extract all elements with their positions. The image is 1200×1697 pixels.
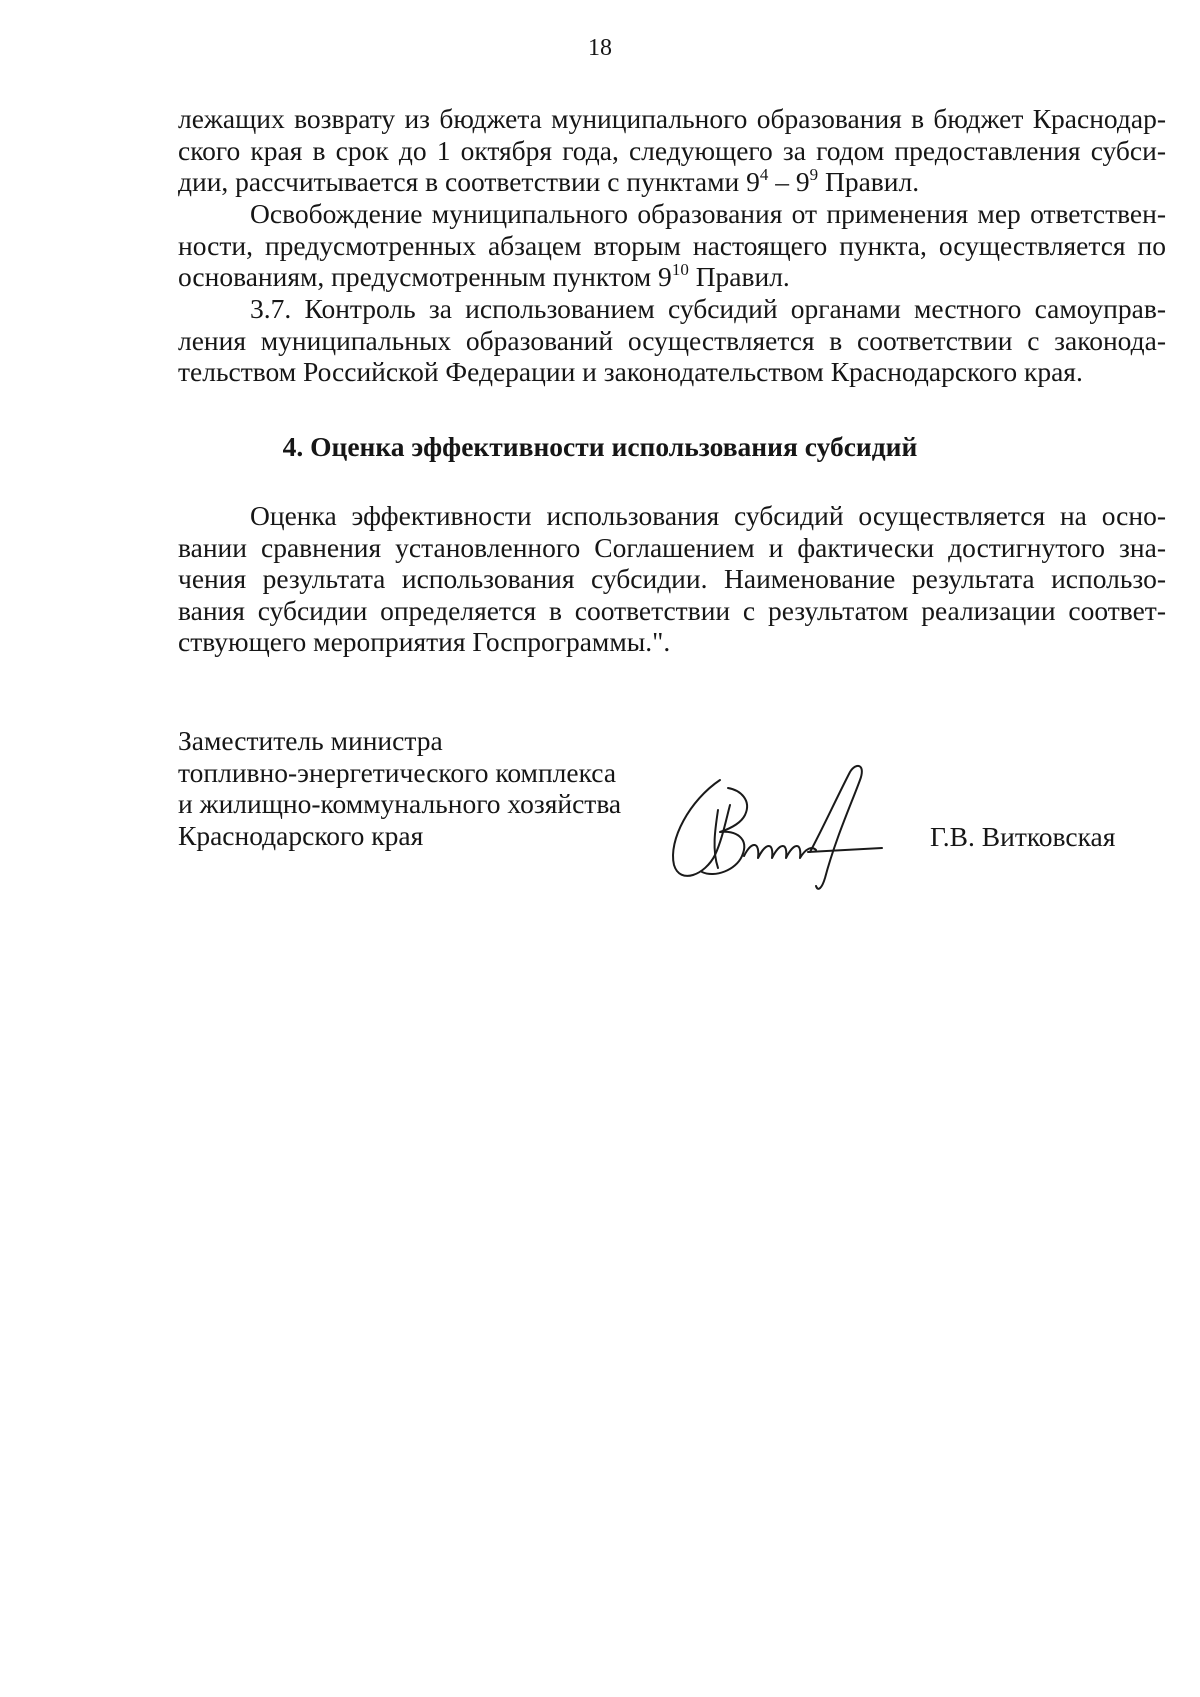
paragraph-efficiency-assessment [178,500,1166,658]
signatory-position-line: и жилищно-коммунального хозяйства [178,788,622,820]
text-line: 3.7. Контроль за использованием субсидий органами местного самоуправ- [250,293,1166,324]
signatory-position-line: Краснодарского края [178,819,424,851]
paragraph-refund-calculation [178,103,1166,198]
text-line: вании сравнения установленного Соглашением и фактически достигнутого зна- [178,531,1166,563]
signatory-position-line: топливно-энергетического комплекса [178,756,617,788]
page-number: 18 [588,35,612,61]
text-line: ского края в срок до 1 октября года, следующего за годом предоставления субси- [178,134,1166,166]
text-line: Оценка эффективности использования субсидий осуществляется на осно- [250,500,1166,531]
handwritten-signature [660,760,910,900]
paragraph-release-from-liability [178,198,1166,293]
signatory-position [178,725,621,851]
text-line: ности, предусмотренных абзацем вторым настоящего пункта, осуществляется по [178,229,1166,261]
signatory-name: Г.В. Витковская [930,821,1116,852]
paragraph-3-7-control [178,293,1166,388]
signatory-position-line: Заместитель министра [178,725,443,756]
text-line: ления муниципальных образований осуществляется в соответствии с законода- [178,324,1166,356]
text-line: тельством Российской Федерации и законодательством Краснодарского края. [178,356,1083,388]
text-line: ствующего мероприятия Госпрограммы.". [178,626,671,658]
text-line: дии, рассчитывается в соответствии с пунктами $9^4 - 9^9$ Правил. [178,165,920,198]
text-line: Освобождение муниципального образования от применения мер ответствен- [250,198,1166,229]
text-line: лежащих возврату из бюджета муниципального образования в бюджет Краснодар- [178,103,1166,134]
text-line: вания субсидии определяется в соответствии с результатом реализации соответ- [178,594,1166,626]
text-line: основаниям, предусмотренным пунктом $9^{10}$ Правил. [178,260,790,293]
section-heading: 4. Оценка эффективности использования субсидий [282,431,918,462]
text-line: чения результата использования субсидии. Наименование результата использо- [178,563,1166,595]
